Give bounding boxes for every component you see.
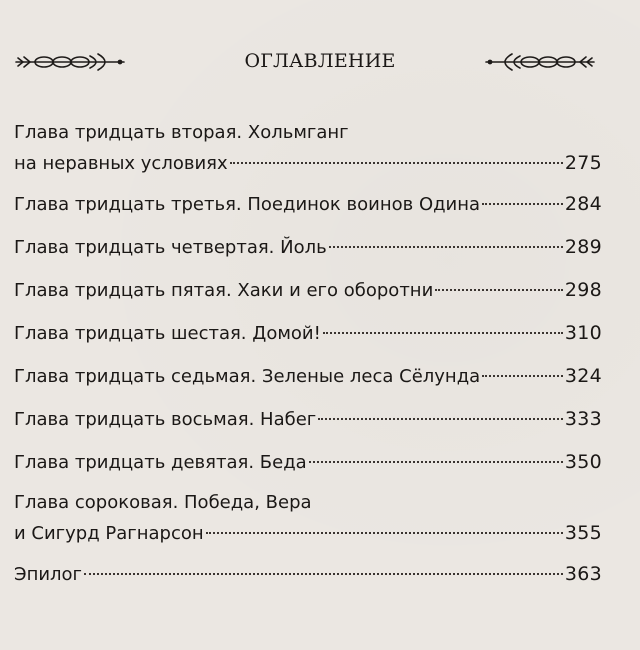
toc-entry[interactable]: [14, 275, 602, 306]
toc-page-number: 363: [564, 563, 602, 585]
dot-leader: [230, 162, 563, 164]
toc-page-number: 310: [564, 322, 602, 344]
header: [0, 44, 640, 80]
toc-page-number: 350: [564, 451, 602, 473]
toc-entry[interactable]: [14, 404, 602, 435]
toc-entry[interactable]: [14, 118, 602, 179]
dot-leader: [482, 203, 563, 205]
toc-entry-title: на неравных условиях: [14, 153, 228, 174]
dot-leader: [435, 289, 563, 291]
toc-entry-title: Глава сороковая. Победа, Вера: [14, 492, 312, 513]
toc-entry-title: и Сигурд Рагнарсон: [14, 523, 204, 544]
toc-entry[interactable]: [14, 189, 602, 220]
dot-leader: [318, 418, 563, 420]
dot-leader: [309, 461, 563, 463]
toc-entry-title: Глава тридцать девятая. Беда: [14, 452, 307, 473]
toc-entry-title: Глава тридцать третья. Поединок воинов Одина: [14, 194, 481, 215]
toc-page-number: 275: [564, 152, 602, 174]
dot-leader: [482, 375, 563, 377]
dot-leader: [329, 246, 563, 248]
toc-entry-title: Глава тридцать седьмая. Зеленые леса Сёлунда: [14, 366, 481, 387]
dot-leader: [206, 532, 563, 534]
toc-page-number: 355: [564, 522, 602, 544]
toc-entry-title: Глава тридцать пятая. Хаки и его оборотни: [14, 280, 434, 301]
toc-entry[interactable]: [14, 559, 602, 590]
toc-entry-title: Эпилог: [14, 564, 83, 585]
toc-entry[interactable]: [14, 447, 602, 478]
toc-entry-title: Глава тридцать восьмая. Набег: [14, 409, 317, 430]
toc-entry[interactable]: [14, 318, 602, 349]
toc-entry-title: Глава тридцать шестая. Домой!: [14, 323, 321, 344]
toc-page-number: 289: [564, 236, 602, 258]
toc-page-number: 298: [564, 279, 602, 301]
dot-leader: [84, 573, 563, 575]
toc-entry-title: Глава тридцать вторая. Хольмганг: [14, 122, 349, 143]
toc-entry[interactable]: [14, 232, 602, 263]
toc-entry[interactable]: [14, 361, 602, 392]
dot-leader: [323, 332, 563, 334]
page-title: ОГЛАВЛЕНИЕ: [244, 50, 396, 72]
toc-page-number: 324: [564, 365, 602, 387]
table-of-contents: [14, 118, 602, 590]
toc-entry[interactable]: [14, 488, 602, 549]
toc-entry-title: Глава тридцать четвертая. Йоль: [14, 237, 327, 258]
toc-page-number: 333: [564, 408, 602, 430]
toc-page-number: 284: [564, 193, 602, 215]
ornament-right-icon: [484, 48, 596, 76]
